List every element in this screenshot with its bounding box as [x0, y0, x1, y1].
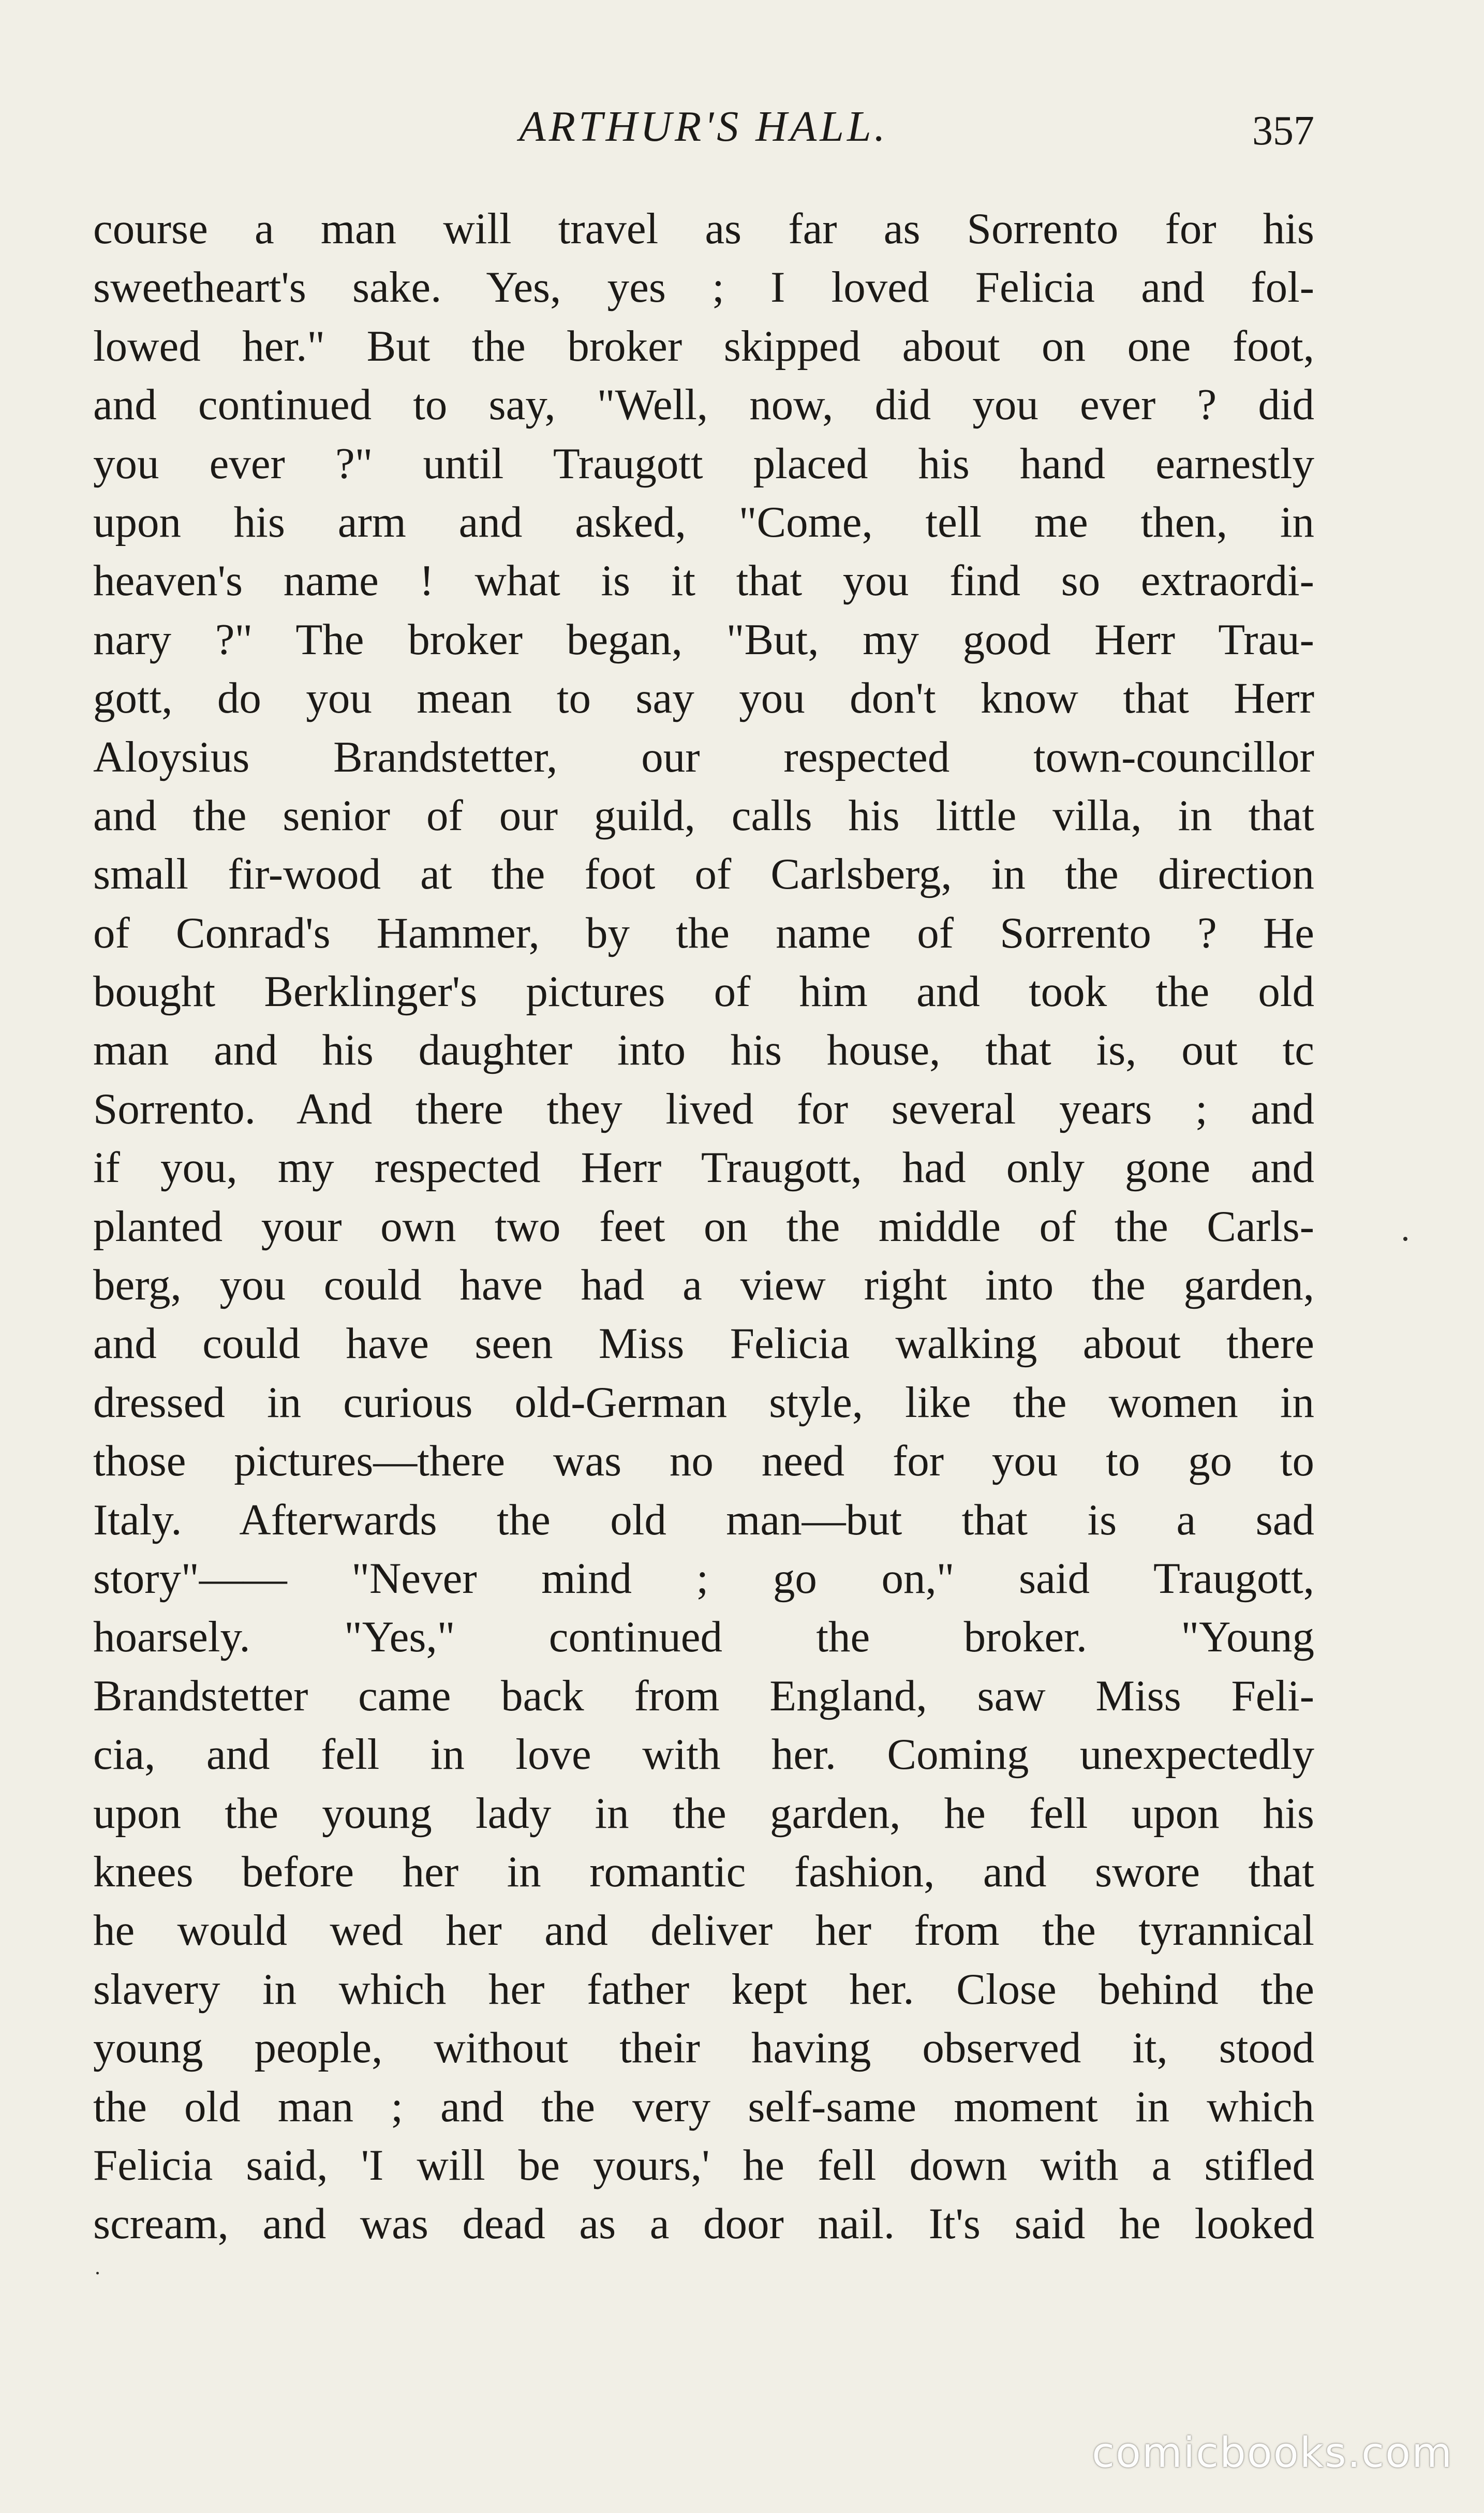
- text-line: Italy. Afterwards the old man—but that is a sad: [93, 1495, 1314, 1544]
- text-line: Aloysius Brandstetter, our respected town-councillor: [93, 732, 1314, 781]
- text-line: nary ?" The broker began, "But, my good Herr Trau-: [93, 615, 1314, 664]
- text-line: those pictures—there was no need for you to go to: [93, 1437, 1314, 1486]
- text-line: bought Berklinger's pictures of him and took the old: [93, 967, 1314, 1016]
- text-line: and the senior of our guild, calls his little villa, in that: [93, 791, 1314, 840]
- text-line: upon his arm and asked, "Come, tell me then, in: [93, 497, 1314, 546]
- text-line: cia, and fell in love with her. Coming unexpectedly: [93, 1730, 1314, 1779]
- print-speck: [96, 2272, 99, 2274]
- print-speck: [1403, 1237, 1407, 1241]
- text-line: berg, you could have had a view right into the garden,: [93, 1261, 1314, 1310]
- text-line: Felicia said, 'I will be yours,' he fell down with a stifled: [93, 2140, 1314, 2190]
- text-line: story"—— "Never mind ; go on," said Traugott,: [93, 1554, 1314, 1603]
- body-text: [93, 200, 1314, 2254]
- text-line: course a man will travel as far as Sorrento for his: [93, 204, 1314, 253]
- page-number: 357: [1252, 108, 1314, 154]
- text-line: gott, do you mean to say you don't know that Herr: [93, 674, 1314, 723]
- text-line: if you, my respected Herr Traugott, had only gone and: [93, 1143, 1314, 1192]
- text-line: lowed her." But the broker skipped about on one foot,: [93, 321, 1314, 371]
- text-line: knees before her in romantic fashion, and swore that: [93, 1847, 1314, 1896]
- text-line: he would wed her and deliver her from the tyrannical: [93, 1906, 1314, 1955]
- text-line: upon the young lady in the garden, he fell upon his: [93, 1788, 1314, 1838]
- text-line: heaven's name ! what is it that you find so extraordi-: [93, 556, 1314, 605]
- text-line: Sorrento. And there they lived for several years ; and: [93, 1084, 1314, 1133]
- text-line: of Conrad's Hammer, by the name of Sorrento ? He: [93, 908, 1314, 957]
- text-line: young people, without their having observed it, stood: [93, 2023, 1314, 2073]
- text-line: hoarsely. "Yes," continued the broker. "Young: [93, 1613, 1314, 1662]
- text-line: dressed in curious old-German style, like the women in: [93, 1378, 1314, 1427]
- text-line: and could have seen Miss Felicia walking about there: [93, 1319, 1314, 1368]
- text-line: and continued to say, "Well, now, did you ever ? did: [93, 380, 1314, 430]
- watermark: comicbooks.com: [1091, 2429, 1453, 2477]
- text-line: slavery in which her father kept her. Close behind the: [93, 1964, 1314, 2014]
- running-head: [93, 101, 1314, 164]
- text-line: Brandstetter came back from England, saw Miss Feli-: [93, 1671, 1314, 1720]
- text-line: man and his daughter into his house, that is, out tc: [93, 1026, 1314, 1075]
- text-line: small fir-wood at the foot of Carlsberg, in the direction: [93, 850, 1314, 899]
- running-title: ARTHUR'S HALL.: [519, 102, 888, 151]
- text-line: sweetheart's sake. Yes, yes ; I loved Felicia and fol-: [93, 263, 1314, 312]
- text-line: scream, and was dead as a door nail. It's said he looked: [93, 2199, 1314, 2249]
- text-line: the old man ; and the very self-same moment in which: [93, 2082, 1314, 2131]
- text-line: planted your own two feet on the middle of the Carls-: [93, 1202, 1314, 1251]
- text-line: you ever ?" until Traugott placed his hand earnestly: [93, 439, 1314, 488]
